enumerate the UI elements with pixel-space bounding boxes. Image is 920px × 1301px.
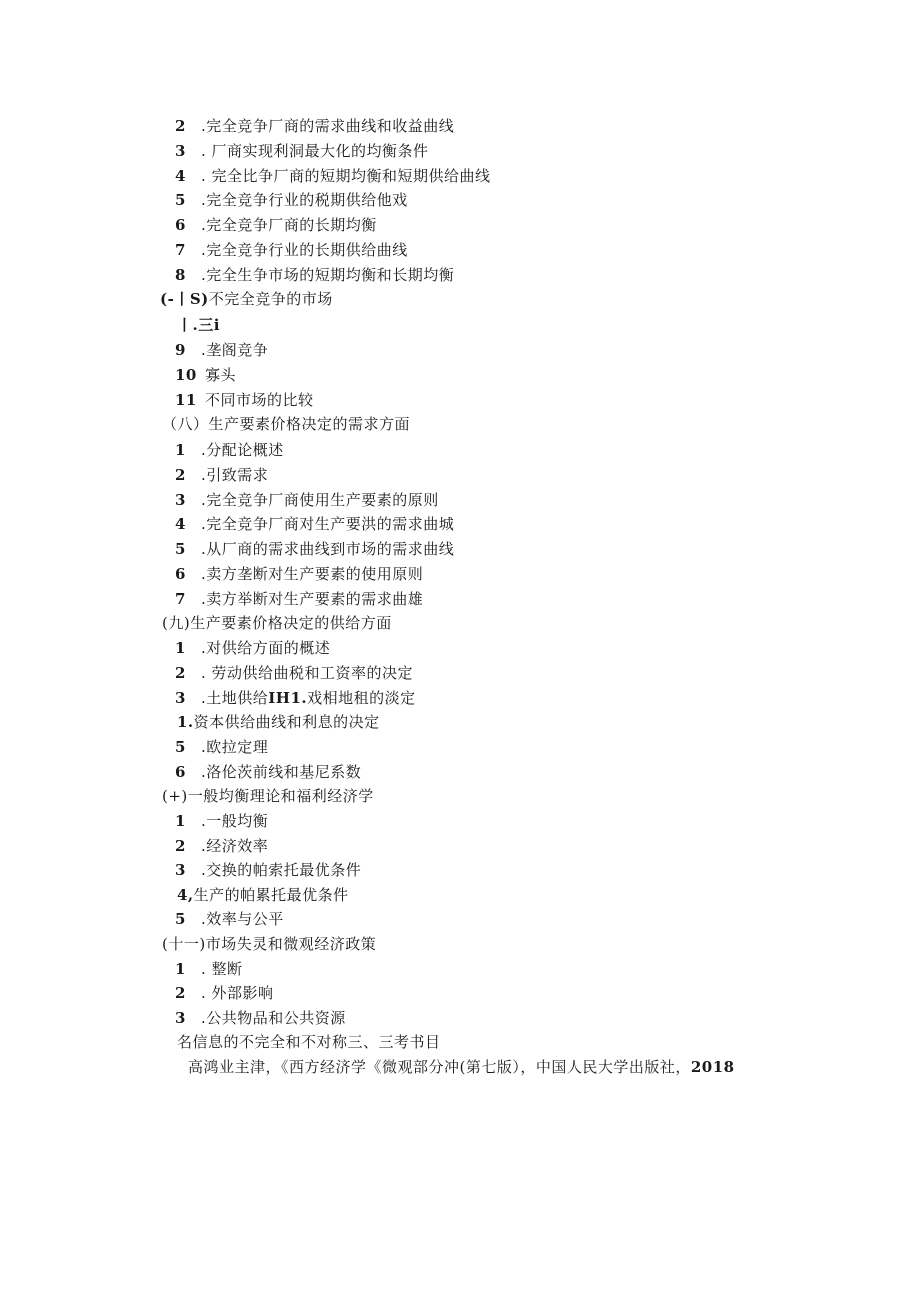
item-text: .分配论概述 xyxy=(201,441,284,459)
item-text: .卖方举断对生产要素的需求曲雄 xyxy=(201,590,424,608)
outline-line xyxy=(175,166,491,186)
section-heading xyxy=(162,414,410,434)
item-number: 9 xyxy=(175,341,186,359)
item-text: .土地供给 xyxy=(201,689,269,707)
item-text: .效率与公平 xyxy=(201,910,284,928)
item-text: . 外部影响 xyxy=(201,984,274,1002)
outline-line xyxy=(175,959,243,979)
item-number: 3 xyxy=(175,689,186,707)
item-text: .经济效率 xyxy=(201,837,269,855)
item-number: 8 xyxy=(175,266,186,284)
outline-line xyxy=(175,514,454,534)
outline-line xyxy=(175,737,268,757)
item-text: 名信息的不完全和不对称三、三考书目 xyxy=(177,1033,441,1051)
section-heading xyxy=(160,289,333,309)
outline-line xyxy=(175,638,330,658)
item-text: .完全竞争厂商的需求曲线和收益曲线 xyxy=(201,117,455,135)
item-text: .一般均衡 xyxy=(201,812,269,830)
section-title: 不完全竞争的市场 xyxy=(208,290,333,308)
item-text: .引致需求 xyxy=(201,466,269,484)
section-title: (九)生产要素价格决定的供给方面 xyxy=(162,614,392,632)
reference-line xyxy=(188,1057,735,1077)
item-text: . 完全比争厂商的短期均衡和短期供给曲线 xyxy=(201,167,491,185)
item-text-bold: IH1. xyxy=(268,689,308,707)
outline-line xyxy=(175,663,413,683)
item-text: .垄阁竞争 xyxy=(201,341,269,359)
item-number: 1 xyxy=(175,639,186,657)
item-text: . 劳动供给曲税和工资率的决定 xyxy=(201,664,414,682)
item-text: .欧拉定理 xyxy=(201,738,269,756)
item-number: 10 xyxy=(175,366,197,384)
item-number: 3 xyxy=(175,142,186,160)
item-number: 5 xyxy=(175,738,186,756)
item-number: 1 xyxy=(175,441,186,459)
item-text: 生产的帕累托最优条件 xyxy=(193,886,349,904)
reference-year: 2018 xyxy=(690,1058,735,1076)
section-heading xyxy=(162,613,392,633)
item-number: 4 xyxy=(175,167,186,185)
outline-line xyxy=(175,365,236,385)
section-heading xyxy=(162,786,374,806)
outline-line xyxy=(175,589,423,609)
item-number: 3 xyxy=(175,491,186,509)
item-text: .公共物品和公共资源 xyxy=(201,1009,346,1027)
item-text: 寡头 xyxy=(205,366,237,384)
item-text: .从厂商的需求曲线到市场的需求曲线 xyxy=(201,540,455,558)
item-number: 1. xyxy=(177,713,194,731)
item-number: 5 xyxy=(175,540,186,558)
item-number: 6 xyxy=(175,565,186,583)
section-title: (+)一般均衡理论和福利经济学 xyxy=(162,787,374,805)
outline-line xyxy=(175,215,377,235)
section-marker: (-丨S) xyxy=(160,290,209,308)
item-number: 11 xyxy=(175,391,197,409)
item-number: 4, xyxy=(177,886,194,904)
outline-line xyxy=(177,1032,441,1052)
outline-line xyxy=(177,315,220,335)
item-number: 2 xyxy=(175,117,186,135)
item-number: 丨.三i xyxy=(177,316,220,334)
item-text: .交换的帕索托最优条件 xyxy=(201,861,362,879)
item-number: 5 xyxy=(175,910,186,928)
item-text: . 厂商实现利洞最大化的均衡条件 xyxy=(201,142,429,160)
outline-line xyxy=(175,564,423,584)
outline-line xyxy=(175,811,268,831)
item-number: 7 xyxy=(175,241,186,259)
outline-line xyxy=(175,1008,346,1028)
item-number: 2 xyxy=(175,466,186,484)
outline-line xyxy=(175,860,361,880)
reference-text: 高鸿业主津，《西方经济学《微观部分冲(第七版），中国人民大学出版社， xyxy=(188,1058,691,1076)
item-text: .洛伦茨前线和基尼系数 xyxy=(201,763,362,781)
outline-line xyxy=(177,885,349,905)
outline-line xyxy=(175,141,429,161)
item-text: .对供给方面的概述 xyxy=(201,639,331,657)
outline-line xyxy=(175,190,408,210)
item-text: 不同市场的比较 xyxy=(205,391,314,409)
section-heading xyxy=(162,934,376,954)
outline-line xyxy=(175,390,314,410)
section-title: (十一)市场失灵和微观经济政策 xyxy=(162,935,377,953)
outline-line xyxy=(175,465,268,485)
item-text: .完全竞争行业的税期供给他戏 xyxy=(201,191,408,209)
item-text: .完全竞争厂商对生产要洪的需求曲城 xyxy=(201,515,455,533)
item-text: .完全竞争行业的长期供给曲线 xyxy=(201,241,408,259)
section-title: （八）生产要素价格决定的需求方面 xyxy=(162,415,411,433)
item-number: 2 xyxy=(175,664,186,682)
outline-line xyxy=(175,240,408,260)
item-number: 6 xyxy=(175,216,186,234)
outline-line xyxy=(175,836,268,856)
outline-line xyxy=(175,762,361,782)
outline-line xyxy=(175,265,454,285)
item-text: .完全生争市场的短期均衡和长期均衡 xyxy=(201,266,455,284)
outline-line xyxy=(175,539,454,559)
outline-line xyxy=(175,983,274,1003)
item-text: .完全竞争厂商使用生产要素的原则 xyxy=(201,491,439,509)
outline-line xyxy=(175,909,284,929)
outline-line xyxy=(175,688,416,708)
item-number: 1 xyxy=(175,812,186,830)
outline-line xyxy=(175,440,284,460)
outline-line xyxy=(177,712,380,732)
outline-line xyxy=(175,490,439,510)
outline-line xyxy=(175,340,268,360)
item-number: 7 xyxy=(175,590,186,608)
item-number: 3 xyxy=(175,1009,186,1027)
item-text: . 整断 xyxy=(201,960,243,978)
outline-line xyxy=(175,116,454,136)
item-text-tail: 戏相地租的淡定 xyxy=(307,689,416,707)
item-number: 2 xyxy=(175,984,186,1002)
item-number: 2 xyxy=(175,837,186,855)
item-text: 资本供给曲线和利息的决定 xyxy=(193,713,380,731)
item-number: 4 xyxy=(175,515,186,533)
item-number: 1 xyxy=(175,960,186,978)
item-number: 3 xyxy=(175,861,186,879)
item-text: .完全竞争厂商的长期均衡 xyxy=(201,216,377,234)
item-text: .卖方垄断对生产要素的使用原则 xyxy=(201,565,424,583)
item-number: 6 xyxy=(175,763,186,781)
item-number: 5 xyxy=(175,191,186,209)
